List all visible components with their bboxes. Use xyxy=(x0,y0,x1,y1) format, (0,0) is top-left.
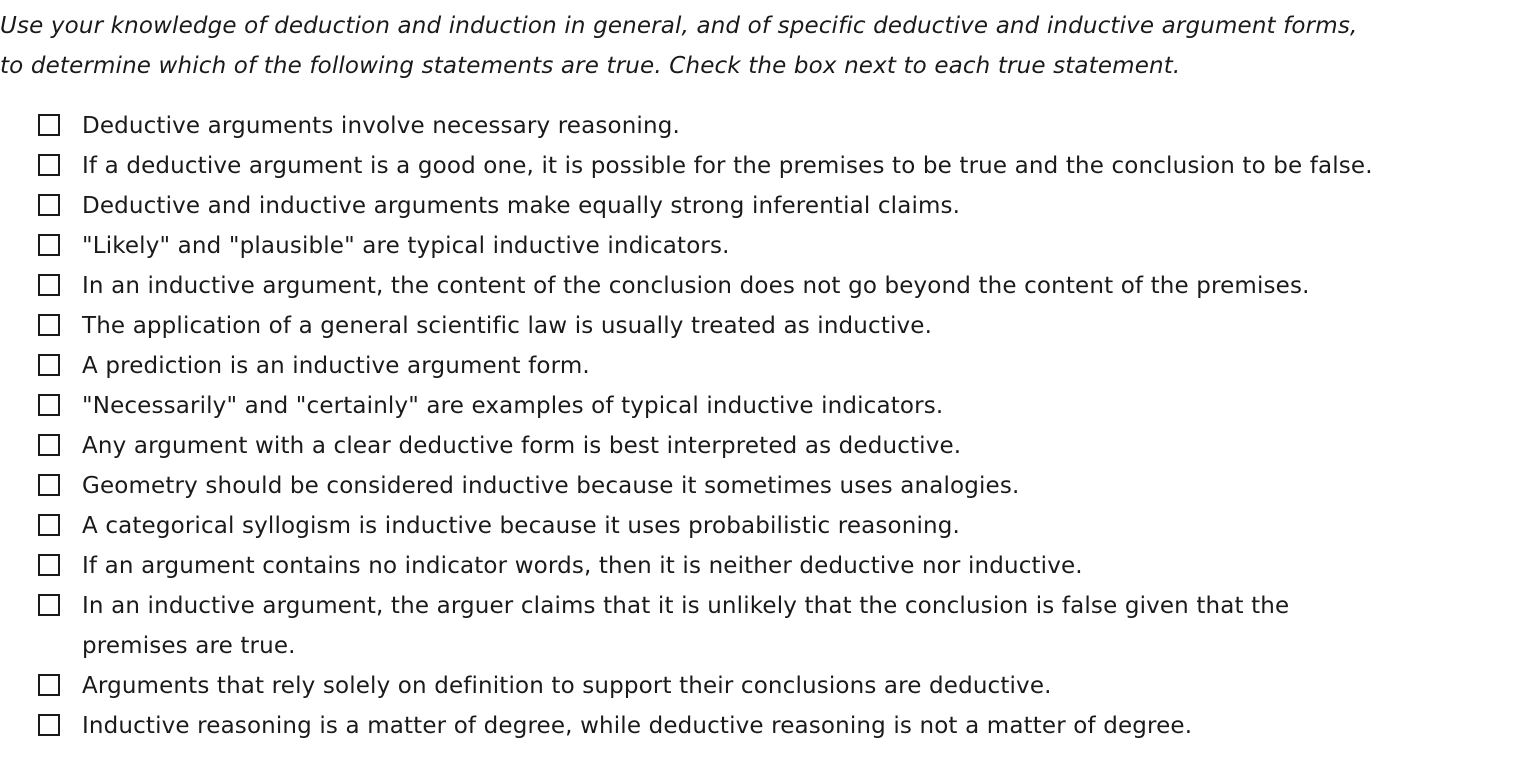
statement-label: The application of a general scientific law is usually treated as inductive. xyxy=(82,313,933,339)
statement-item xyxy=(38,306,1518,346)
statement-checkbox[interactable] xyxy=(38,474,60,496)
statement-item xyxy=(38,146,1518,186)
statement-item xyxy=(38,466,1518,506)
statement-checkbox[interactable] xyxy=(38,314,60,336)
statement-checkbox[interactable] xyxy=(38,394,60,416)
statement-label: "Likely" and "plausible" are typical inductive indicators. xyxy=(82,233,730,259)
statement-label: Deductive and inductive arguments make equally strong inferential claims. xyxy=(82,193,961,219)
statement-checkbox[interactable] xyxy=(38,234,60,256)
statement-item xyxy=(38,106,1518,146)
statement-checkbox[interactable] xyxy=(38,354,60,376)
statement-label: Deductive arguments involve necessary reasoning. xyxy=(82,113,680,139)
statement-item xyxy=(38,506,1518,546)
statement-item xyxy=(38,266,1518,306)
instructions-line-2: to determine which of the following statements are true. Check the box next to each true statement. xyxy=(0,53,1181,79)
statement-label: A prediction is an inductive argument form. xyxy=(82,353,590,379)
statement-label: Any argument with a clear deductive form is best interpreted as deductive. xyxy=(82,433,962,459)
statement-item xyxy=(38,386,1518,426)
statement-label: In an inductive argument, the content of the conclusion does not go beyond the content of the premises. xyxy=(82,273,1310,299)
statement-label: Inductive reasoning is a matter of degree, while deductive reasoning is not a matter of degree. xyxy=(82,713,1193,739)
statement-item xyxy=(38,666,1518,706)
statement-item xyxy=(38,226,1518,266)
statement-label xyxy=(82,586,1518,666)
statement-item xyxy=(38,586,1518,666)
statement-checkbox[interactable] xyxy=(38,674,60,696)
statement-label: A categorical syllogism is inductive because it uses probabilistic reasoning. xyxy=(82,513,960,539)
statement-label: "Necessarily" and "certainly" are examples of typical inductive indicators. xyxy=(82,393,944,419)
statement-label-line-2: premises are true. xyxy=(82,633,296,659)
statement-checkbox[interactable] xyxy=(38,194,60,216)
statement-item xyxy=(38,706,1518,746)
statement-item xyxy=(38,426,1518,466)
statement-list xyxy=(38,106,1518,746)
statement-checkbox[interactable] xyxy=(38,114,60,136)
instructions-line-1: Use your knowledge of deduction and induction in general, and of specific deductive and inductive argument forms, xyxy=(0,13,1358,39)
statement-checkbox[interactable] xyxy=(38,714,60,736)
statement-checkbox[interactable] xyxy=(38,154,60,176)
statement-label: If a deductive argument is a good one, it is possible for the premises to be true and the conclusion to be false. xyxy=(82,153,1373,179)
statement-checkbox[interactable] xyxy=(38,274,60,296)
statement-label: Geometry should be considered inductive because it sometimes uses analogies. xyxy=(82,473,1020,499)
statement-item xyxy=(38,546,1518,586)
statement-checkbox[interactable] xyxy=(38,554,60,576)
statement-checkbox[interactable] xyxy=(38,434,60,456)
statement-label: If an argument contains no indicator words, then it is neither deductive nor inductive. xyxy=(82,553,1083,579)
statement-label: Arguments that rely solely on definition to support their conclusions are deductive. xyxy=(82,673,1052,699)
statement-item xyxy=(38,346,1518,386)
statement-checkbox[interactable] xyxy=(38,594,60,616)
statement-label-line-1: In an inductive argument, the arguer claims that it is unlikely that the conclusion is false given that the xyxy=(82,593,1290,619)
statement-item xyxy=(38,186,1518,226)
instructions xyxy=(0,6,1500,86)
statement-checkbox[interactable] xyxy=(38,514,60,536)
